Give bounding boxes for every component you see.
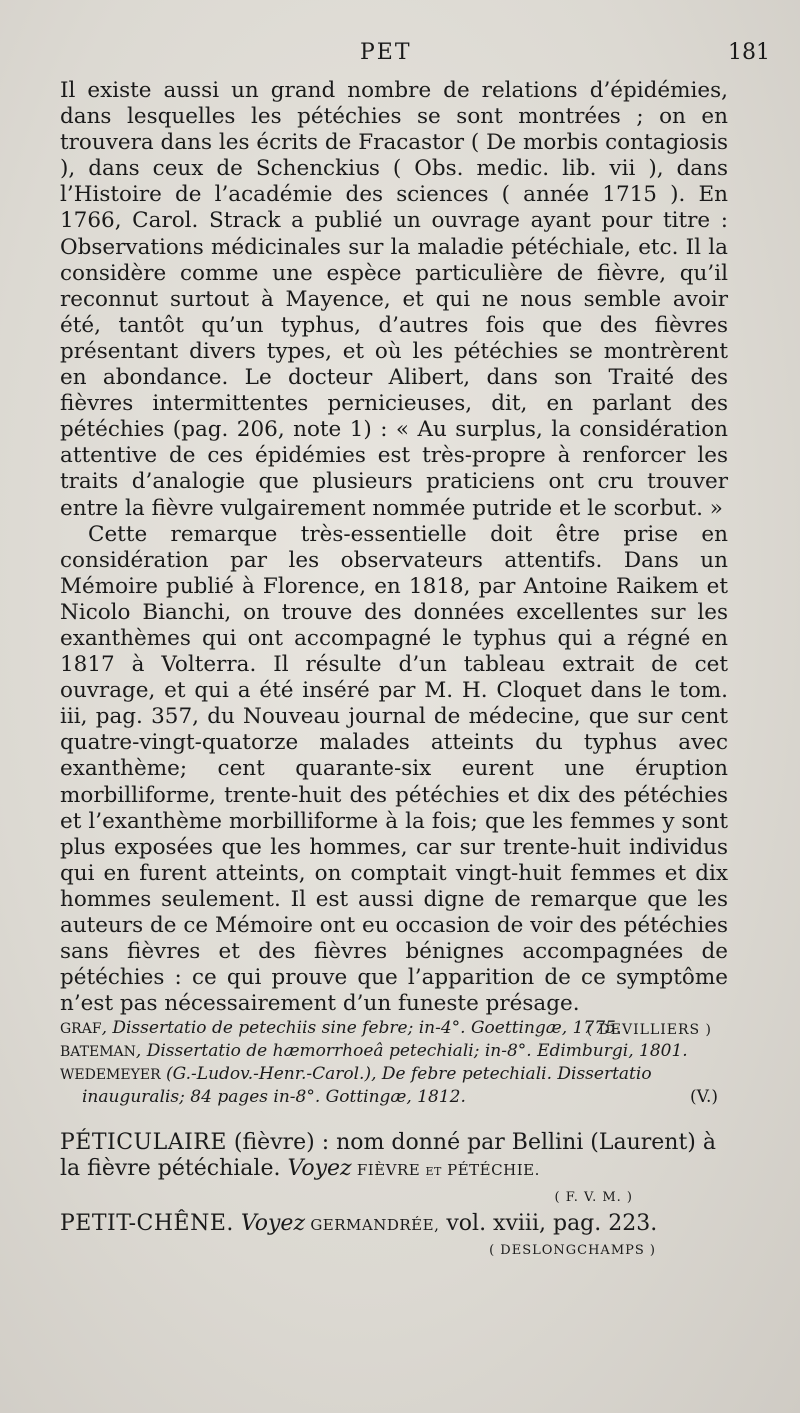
dictionary-entries: [60, 1130, 728, 1264]
reference-title: (G.-Ludov.-Henr.-Carol.), De febre petechiali. Dissertatio inauguralis; 84 pages in-8°. Gottingæ, 1812.: [82, 1064, 652, 1107]
entry-definition: (fièvre) : nom donné par Bellini (Laurent) à la fièvre pétéchiale.: [60, 1130, 717, 1181]
page-header: [60, 40, 770, 76]
cross-reference-label: Voyez: [287, 1156, 352, 1181]
reference-title: , Dissertatio de hæmorrhoeâ petechiali; in-8°. Edimburgi, 1801.: [135, 1041, 688, 1061]
running-head: PET: [360, 40, 412, 65]
reference-author: WEDEMEYER: [60, 1067, 161, 1083]
cross-reference: GERMANDRÉE,: [305, 1216, 440, 1234]
paragraph-2: Cette remarque très-essentielle doit être prise en considération par les observateurs attentifs. Dans un Mémoire publié à Florence, en 1818, par Antoine Raikem et Nicolo Bianchi, on trouve des données excellentes sur les exanthèmes qui ont accompagné le typhus qui a régné en 1817 à Volterra. Il résulte d’un tableau extrait de cet ouvrage, et qui a été inséré par M. H. Cloquet dans le tom. iii, pag. 357, du Nouveau journal de médecine, que sur cent quatre-vingt-quatorze malades atteints du typhus avec exanthème; cent quarante-six eurent une éruption morbilliforme, trente-huit des pétéchies et dix des pétéchies et l’exanthème morbilliforme à la fois; que les femmes y sont plus exposées que les hommes, car sur trente-huit individus qui en furent atteints, on comptait vingt-huit femmes et dix hommes seulement. Il est aussi digne de remarque que les auteurs de ce Mémoire ont eu occasion de voir des pétéchies sans fièvres et des fièvres bénignes accompagnées de pétéchies : ce qui prouve que l’apparition de ce symptôme n’est pas nécessairement d’un funeste présage.: [60, 521, 728, 1017]
article-body: [60, 78, 728, 1043]
entry-headword: PETIT-CHÊNE.: [60, 1211, 234, 1236]
reference-2: [60, 1040, 728, 1063]
paragraph-1: Il existe aussi un grand nombre de relations d’épidémies, dans lesquelles les pétéchies se sont montrées ; on en trouvera dans les écrits de Fracastor ( De morbis contagiosis ), dans ceux de Schenckius ( Obs. medic. lib. vii ), dans l’Histoire de l’académie des sciences ( année 1715 ). En 1766, Carol. Strack a publié un ouvrage ayant pour titre : Observations médicinales sur la maladie pétéchiale, etc. Il la considère comme une espèce particulière de fièvre, qu’il reconnut surtout à Mayence, et qui ne nous semble avoir été, tantôt qu’un typhus, d’autres fois que des fièvres présentant divers types, et où les pétéchies se montrèrent en abondance. Le docteur Alibert, dans son Traité des fièvres intermittentes pernicieuses, dit, en parlant des pétéchies (pag. 206, note 1) : « Au surplus, la considération attentive de ces épidémies est très-propre à renforcer les traits d’analogie que plusieurs praticiens ont cru trouver entre la fièvre vulgairement nommée putride et le scorbut. »: [60, 78, 728, 521]
entry-signature: ( DESLONGCHAMPS ): [489, 1243, 656, 1258]
page-number: 181: [728, 40, 770, 65]
entry-peticulaire: [60, 1130, 728, 1183]
entry-signature: ( F. V. M. ): [554, 1190, 633, 1205]
reference-title: , Dissertatio de petechiis sine febre; in-4°. Goettingæ, 1775.: [101, 1018, 622, 1038]
author-signature: ( DEVILLIERS ): [586, 1022, 712, 1039]
entry-headword: PÉTICULAIRE: [60, 1130, 227, 1155]
cross-reference: FIÈVRE et PÉTÉCHIE.: [351, 1161, 540, 1179]
reference-signature: (V.): [690, 1087, 718, 1107]
bibliography: [60, 1017, 728, 1108]
reference-author: GRAF: [60, 1021, 102, 1037]
entry-volume-ref: vol. xviii, pag. 223.: [439, 1211, 658, 1236]
cross-reference-label: Voyez: [233, 1211, 306, 1236]
reference-1: [60, 1017, 728, 1040]
entry-petit-chene: [60, 1211, 728, 1238]
reference-author: BATEMAN: [60, 1044, 136, 1060]
